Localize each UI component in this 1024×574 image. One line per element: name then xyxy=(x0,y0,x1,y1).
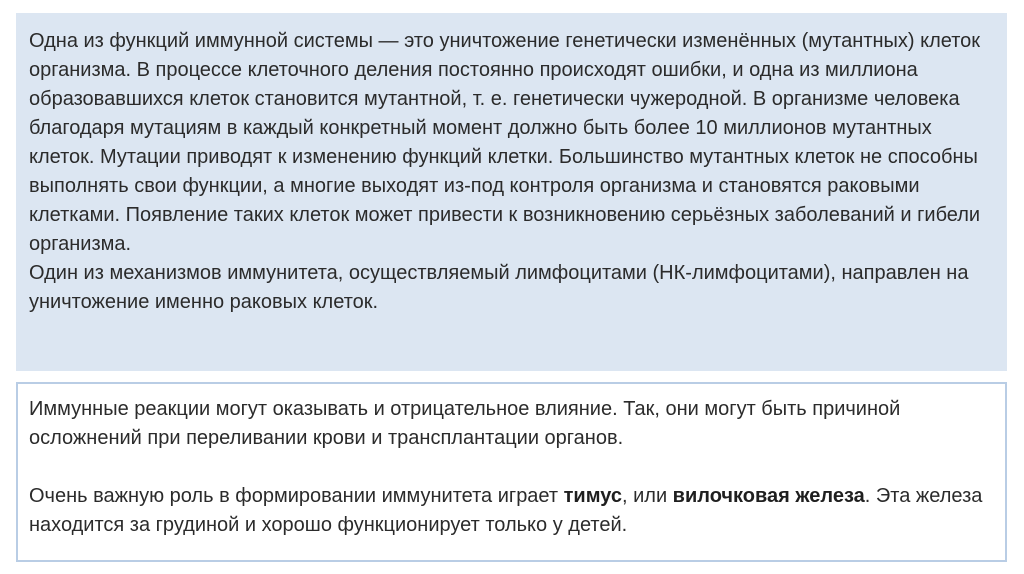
immune-function-text-box xyxy=(16,13,1007,371)
thymus-gland-term: вилочковая железа xyxy=(672,485,865,507)
thymus-text-box xyxy=(16,382,1007,562)
thymus-text-middle: , или xyxy=(621,485,673,507)
thymus-term: тимус xyxy=(563,485,622,507)
nk-lymphocytes-paragraph: Один из механизмов иммунитета, осуществляемый лимфоцитами (НК-лимфоцитами), направлен на уничтожение именно раковых клеток. xyxy=(29,262,969,313)
thymus-paragraph xyxy=(29,482,993,540)
thymus-text-before: Очень важную роль в формировании иммунитета играет xyxy=(29,485,564,507)
negative-effects-paragraph: Иммунные реакции могут оказывать и отрицательное влияние. Так, они могут быть причиной осложнений при переливании крови и трансплантации органов. xyxy=(29,398,901,449)
thymus-text-after: . Эта железа находится за грудиной и хорошо функционирует только у детей. xyxy=(29,485,983,536)
mutant-cells-paragraph: Одна из функций иммунной системы — это уничтожение генетически изменённых (мутантных) клеток организма. В процессе клеточного деления постоянно происходят ошибки, и одна из миллиона образовавшихся клеток становится мутантной, т. е. генетически чужеродной. В организме человека благодаря мутациям в каждый конкретный момент должно быть более 10 миллионов мутантных клеток. Мутации приводят к изменению функций клетки. Большинство мутантных клеток не способны выполнять свои функции, а многие выходят из-под контроля организма и становятся раковыми клетками. Появление таких клеток может привести к возникновению серьёзных заболеваний и гибели организма. xyxy=(29,30,981,255)
